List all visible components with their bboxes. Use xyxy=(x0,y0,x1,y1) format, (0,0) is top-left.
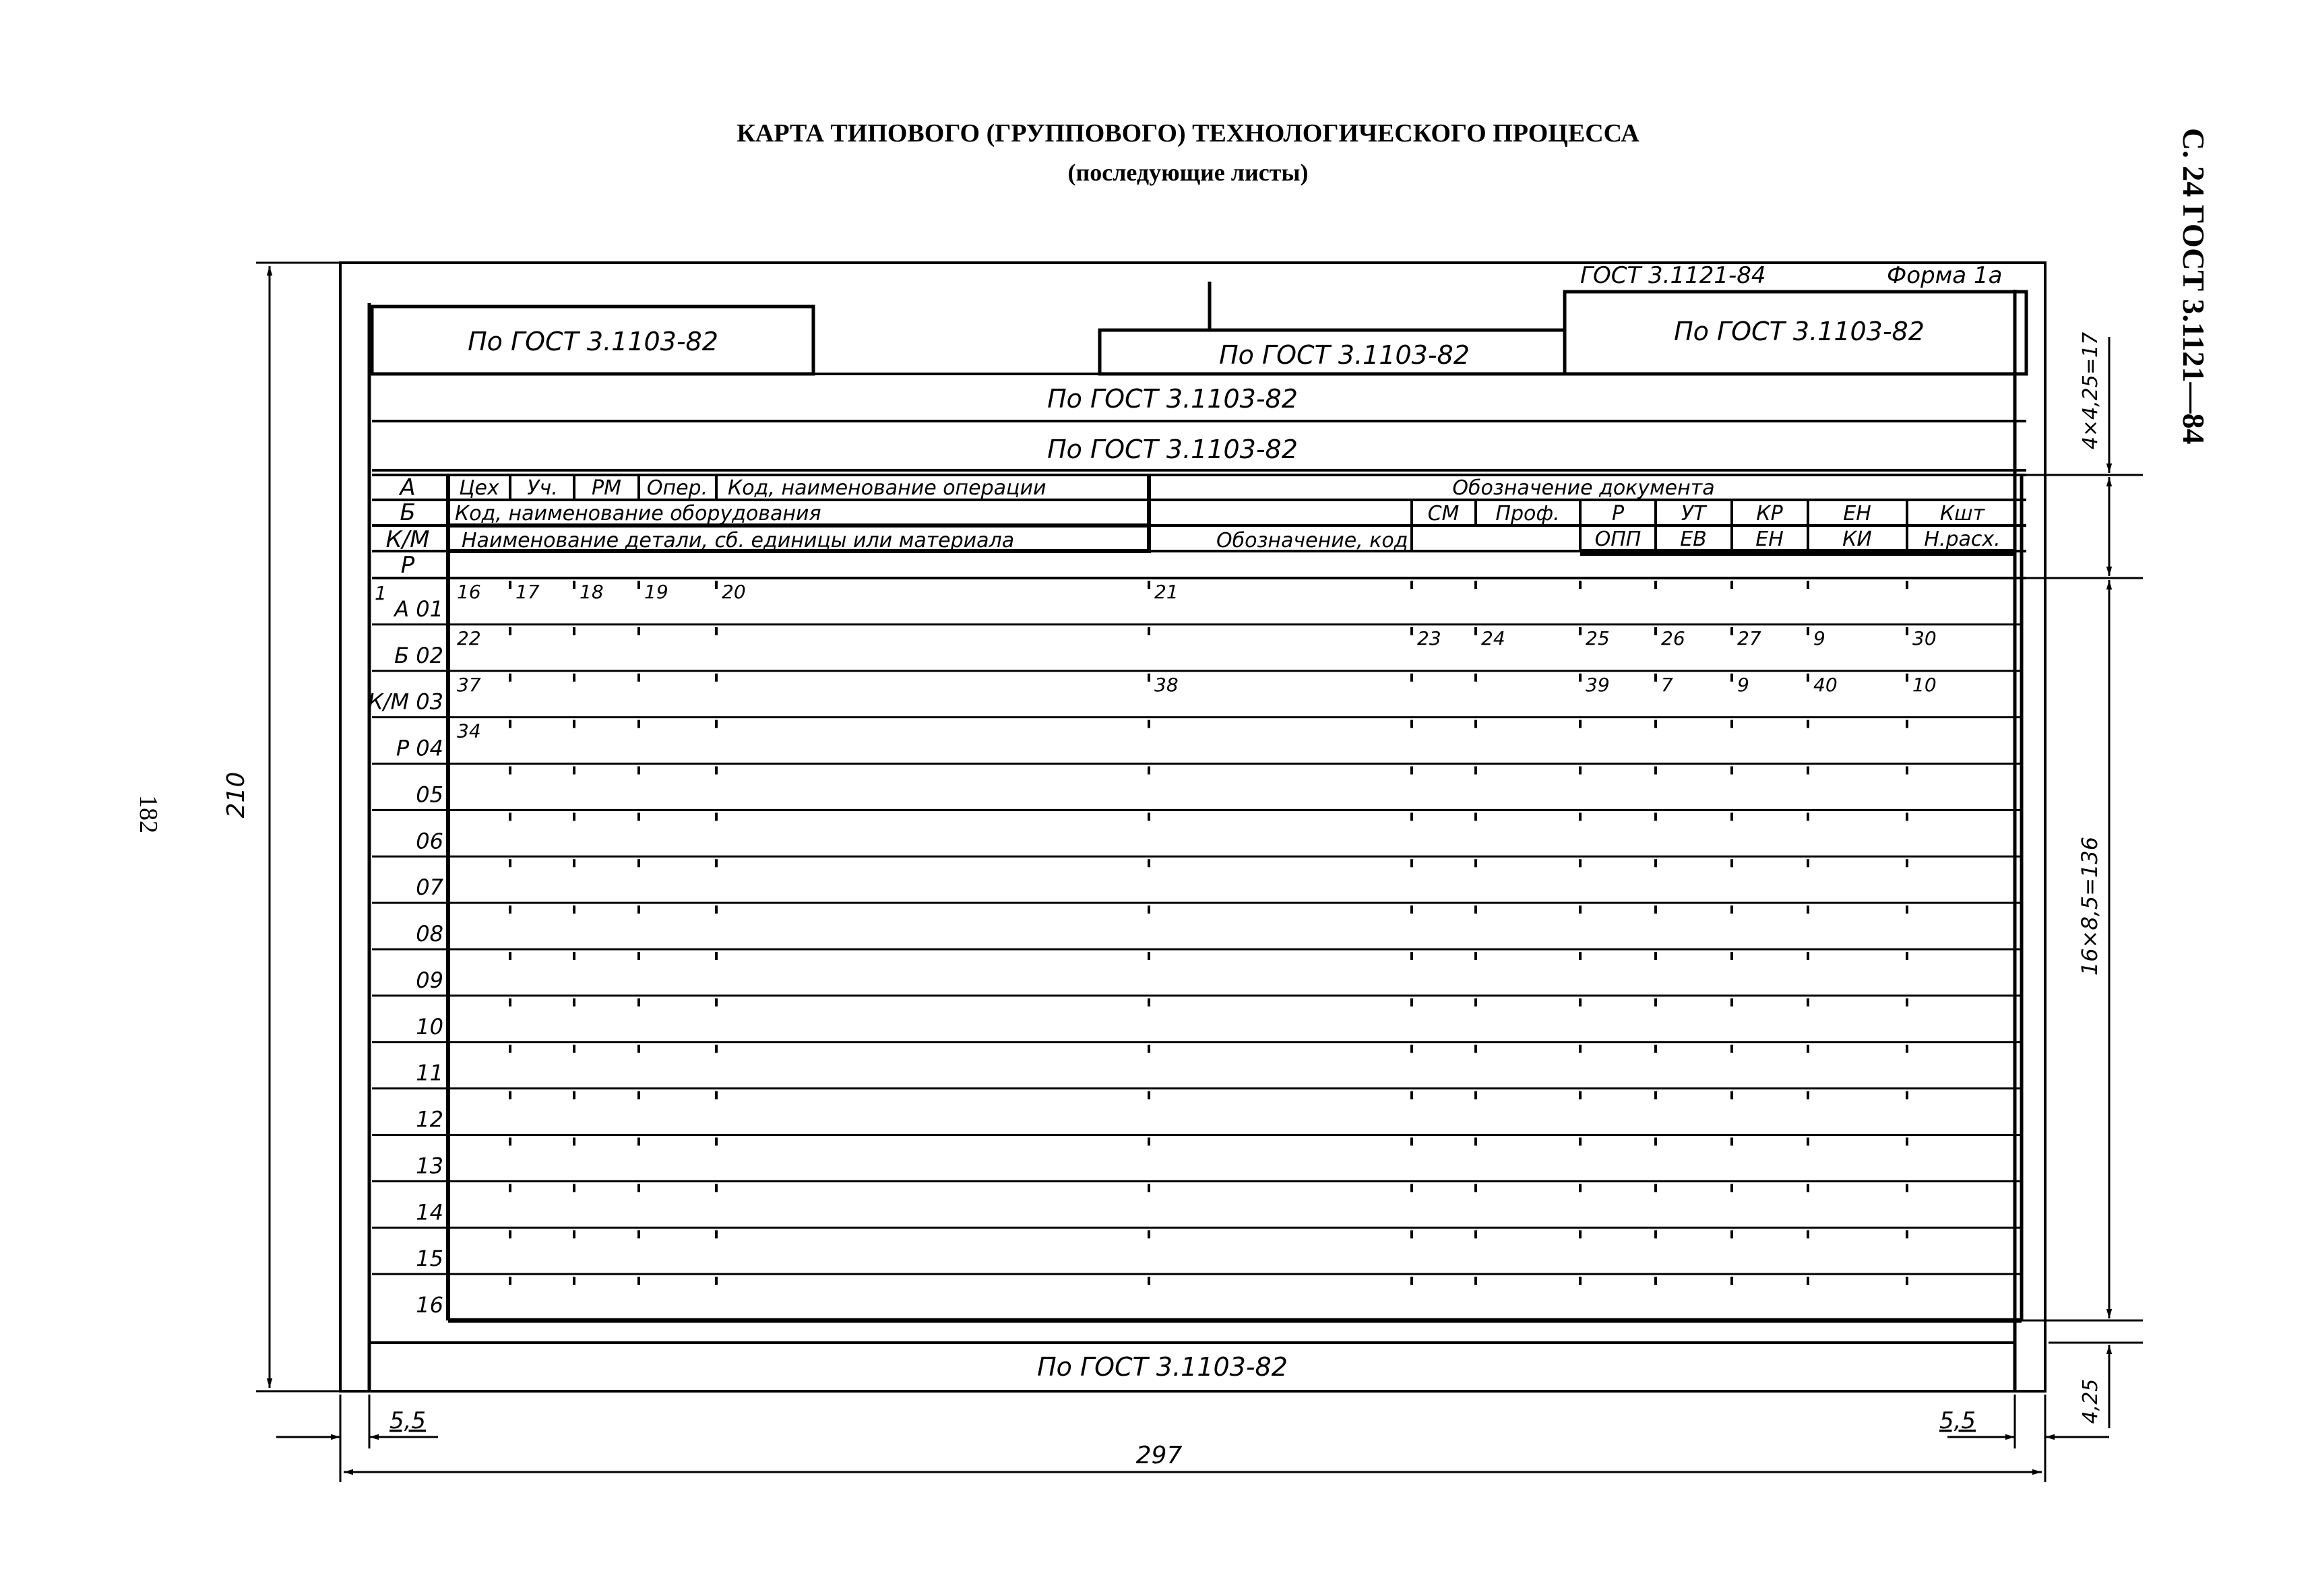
col-nrash: Н.расх. xyxy=(1924,528,2001,551)
code-km: К/М xyxy=(385,526,430,553)
dim-left-margin: 5,5 xyxy=(389,1407,427,1434)
page-number: 182 xyxy=(134,795,162,833)
sheet-frame xyxy=(340,263,2045,1391)
field-number: 9 xyxy=(1737,673,1749,696)
row-label: А 01 xyxy=(394,596,443,622)
code-p: Р xyxy=(400,552,415,579)
row-label: 07 xyxy=(416,874,443,901)
top-middle-ref: По ГОСТ 3.1103-82 xyxy=(1219,340,1470,370)
dim-footer: 4,25 xyxy=(2079,1378,2102,1424)
field-number: 30 xyxy=(1912,627,1937,649)
col-designation: Обозначение, код xyxy=(1216,529,1408,552)
footer-ref: По ГОСТ 3.1103-82 xyxy=(1037,1352,1288,1382)
row-label: 09 xyxy=(416,967,443,993)
row-label: 15 xyxy=(416,1246,443,1272)
standard-label: ГОСТ 3.1121-84 xyxy=(1580,262,1766,289)
row-label: 08 xyxy=(416,921,443,947)
page-title: КАРТА ТИПОВОГО (ГРУППОВОГО) ТЕХНОЛОГИЧЕСКОГО ПРОЦЕССА xyxy=(737,119,1639,148)
row-label: 13 xyxy=(416,1153,443,1179)
top-left-ref: По ГОСТ 3.1103-82 xyxy=(468,327,718,356)
page-subtitle: (последующие листы) xyxy=(1067,159,1309,186)
field-number: 17 xyxy=(515,581,540,603)
field-number: 16 xyxy=(457,581,481,603)
field-number: 21 xyxy=(1154,581,1179,603)
dim-width: 297 xyxy=(1135,1442,1183,1469)
col-kr: КР xyxy=(1756,502,1783,525)
field-number: 38 xyxy=(1154,673,1179,696)
form-label: Форма 1а xyxy=(1887,262,2003,289)
col-sm: СМ xyxy=(1427,502,1460,525)
col-part: Наименование детали, сб. единицы или материала xyxy=(462,529,1015,552)
dim-right-margin: 5,5 xyxy=(1939,1407,1976,1434)
field-number: 26 xyxy=(1661,627,1685,649)
row-label: 11 xyxy=(416,1060,443,1086)
col-ev: ЕВ xyxy=(1680,528,1707,551)
row-label: 05 xyxy=(416,781,443,808)
col-workplace: РМ xyxy=(592,476,621,500)
row-label: К/М 03 xyxy=(368,689,443,715)
col-en-km: ЕН xyxy=(1755,528,1784,551)
field-number: 34 xyxy=(457,720,481,742)
field-number: 37 xyxy=(457,673,481,696)
col-operation-name: Код, наименование операции xyxy=(728,476,1046,500)
code-a: А xyxy=(400,474,416,501)
band1-ref: По ГОСТ 3.1103-82 xyxy=(1047,384,1298,414)
band2-ref: По ГОСТ 3.1103-82 xyxy=(1047,435,1298,464)
field-number: 9 xyxy=(1813,627,1825,649)
field-number: 19 xyxy=(644,581,668,603)
col-ki: КИ xyxy=(1842,528,1872,551)
dim-height: 210 xyxy=(222,771,250,819)
field-number: 27 xyxy=(1737,627,1761,649)
row-index: 1 xyxy=(375,582,387,604)
data-rows xyxy=(368,581,2022,1318)
row-label: 12 xyxy=(416,1106,443,1132)
top-right-ref: По ГОСТ 3.1103-82 xyxy=(1674,317,1925,346)
col-prof: Проф. xyxy=(1495,502,1560,525)
field-number: 18 xyxy=(580,581,604,603)
field-number: 23 xyxy=(1417,627,1441,649)
dim-header-rows: 4×4,25=17 xyxy=(2079,331,2102,450)
field-number: 25 xyxy=(1586,627,1610,649)
col-kst: Кшт xyxy=(1939,502,1985,525)
row-label: Р 04 xyxy=(396,735,443,761)
col-operation: Опер. xyxy=(646,476,708,500)
row-label: 06 xyxy=(416,828,443,854)
col-section: Уч. xyxy=(527,476,558,500)
row-label: 16 xyxy=(416,1292,443,1318)
field-number: 24 xyxy=(1481,627,1505,649)
field-number: 10 xyxy=(1912,673,1937,696)
row-label: Б 02 xyxy=(394,642,443,668)
row-label: 10 xyxy=(416,1013,443,1040)
col-en-b: ЕН xyxy=(1843,502,1871,525)
col-r: Р xyxy=(1611,502,1625,525)
col-document: Обозначение документа xyxy=(1452,476,1715,500)
field-number: 40 xyxy=(1813,673,1838,696)
col-shop: Цех xyxy=(459,476,499,500)
code-b: Б xyxy=(400,499,416,526)
dim-body-rows: 16×8,5=136 xyxy=(2077,836,2102,976)
col-ut: УТ xyxy=(1681,502,1706,525)
field-number: 20 xyxy=(722,581,746,603)
row-label: 14 xyxy=(416,1199,443,1225)
field-number: 39 xyxy=(1586,673,1610,696)
field-number: 22 xyxy=(457,627,481,649)
col-opp: ОПП xyxy=(1594,528,1642,551)
side-header: С. 24 ГОСТ 3.1121—84 xyxy=(2177,128,2211,445)
field-number: 7 xyxy=(1661,673,1673,696)
col-equipment: Код, наименование оборудования xyxy=(455,502,821,525)
